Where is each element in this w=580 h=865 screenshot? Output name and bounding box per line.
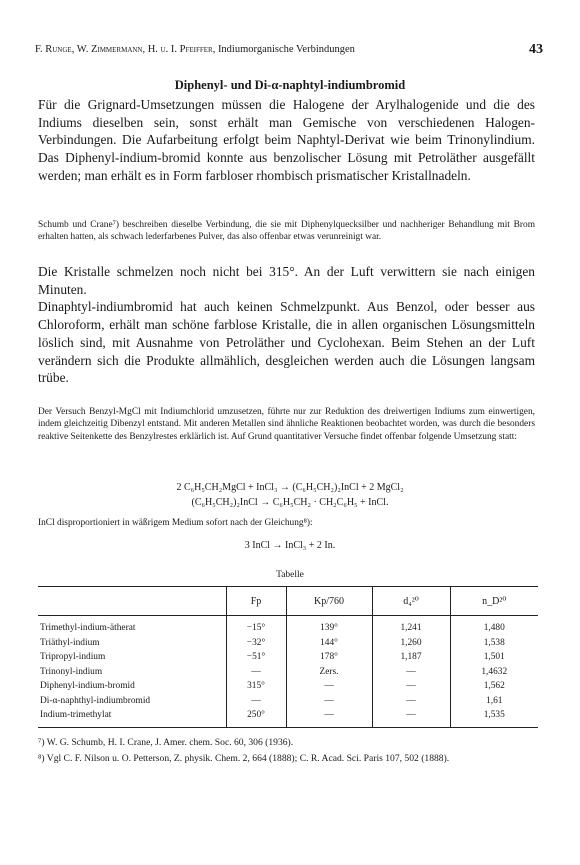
- table-cell: —: [286, 694, 372, 709]
- table-cell: —: [372, 665, 450, 680]
- table-cell: 139°: [286, 616, 372, 636]
- table-header-cell: [38, 587, 226, 616]
- table-row: [38, 665, 538, 680]
- table-cell: 1,480: [450, 616, 538, 636]
- table-cell: 1,535: [450, 708, 538, 727]
- paragraph-1: Für die Grignard-Umsetzungen müssen die Halogene der Arylhalogenide und die des Indiums dieselben sein, sonst erhält man Gemische von verschiedenen Halogen-Verbindungen. Die Aufarbeitung erfolgt beim Naphtyl-Derivat wie beim Trinonylindium. Das Diphenyl-indium-bromid konnte aus benzolischer Lösung mit Petroläther ausgefällt werden; man erhält es in Form farbloser rhombisch prismatischer Kristallnadeln.: [38, 97, 535, 183]
- footnote-8: ⁸) Vgl C. F. Nilson u. O. Petterson, Z. physik. Chem. 2, 664 (1888); C. R. Acad. Sci. Paris 107, 502 (1888).: [38, 753, 450, 764]
- table-cell: Trimethyl-indium-ätherat: [40, 623, 136, 634]
- table-row: [38, 694, 538, 709]
- table-cell: 1,4632: [450, 665, 538, 680]
- table-cell: 1,538: [450, 636, 538, 651]
- table-cell: 315°: [226, 679, 286, 694]
- table-row: [38, 679, 538, 694]
- table-cell: Indium-trimethylat: [40, 710, 112, 721]
- table-header-cell: Kp/760: [286, 587, 372, 616]
- small-note-3: InCl disproportioniert in wäßrigem Medium sofort nach der Gleichung⁸):: [38, 518, 313, 528]
- section-title: Diphenyl- und Di-α-naphtyl-indiumbromid: [174, 78, 406, 92]
- header-authors: F. Runge, W. Zimmermann, H. u. I. Pfeiffer: [35, 44, 213, 55]
- table-cell: −51°: [226, 650, 286, 665]
- footnote-7: ⁷) W. G. Schumb, H. I. Crane, J. Amer. chem. Soc. 60, 306 (1936).: [38, 737, 294, 748]
- table-cell: —: [372, 708, 450, 727]
- table-cell: —: [372, 694, 450, 709]
- table-cell: Di-α-naphthyl-indiumbromid: [40, 695, 151, 706]
- paragraph-2a: Die Kristalle schmelzen noch nicht bei 315°. An der Luft verwittern sie nach einigen Minuten.: [38, 264, 535, 297]
- table-cell: Trinonyl-indium: [40, 666, 103, 677]
- table-header-cell: Fp: [226, 587, 286, 616]
- table-cell: —: [226, 694, 286, 709]
- table-cell: —: [372, 679, 450, 694]
- running-header: F. Runge, W. Zimmermann, H. u. I. Pfeiffer, Indiumorganische Verbindungen 43: [35, 42, 543, 57]
- table-cell: Diphenyl-indium-bromid: [40, 681, 135, 692]
- table-cell: 1,260: [372, 636, 450, 651]
- table-row: [38, 650, 538, 665]
- data-table: [38, 586, 538, 728]
- table-cell: 178°: [286, 650, 372, 665]
- table-cell: 1,501: [450, 650, 538, 665]
- small-note-2: Der Versuch Benzyl-MgCl mit Indiumchlorid umzusetzen, führte nur zur Reduktion des dreiwertigen Indiums zum einwertigen, indem gleichzeitig Dibenzyl entstand. Mit anderen Metallen sind ähnliche Reaktionen beobachtet worden, was durch die besonders reaktive Seitenkette des Benzylrestes erklärlich ist. Auf Grund quantitativer Versuche findet offenbar folgende Umsetzung statt:: [38, 407, 535, 442]
- table-cell: Zers.: [286, 665, 372, 680]
- table-header-row: [38, 587, 538, 616]
- table-cell: Triäthyl-indium: [40, 637, 100, 648]
- table-header-cell: n_D²⁰: [450, 587, 538, 616]
- header-journal-title: Indiumorganische Verbindungen: [217, 44, 355, 55]
- table-cell: 250°: [226, 708, 286, 727]
- equation-3: 3 InCl → InCl₃ + 2 In.: [244, 540, 336, 551]
- equation-2: (C₆H₅CH₂)₂InCl → C₆H₅CH₂ · CH₂C₆H₅ + InCl.: [191, 497, 389, 508]
- table-cell: 1,187: [372, 650, 450, 665]
- table-cell: Tripropyl-indium: [40, 652, 106, 663]
- table-cell: —: [286, 679, 372, 694]
- table-cell: —: [286, 708, 372, 727]
- table-row: [38, 616, 538, 636]
- table-header-cell: d₄²⁰: [372, 587, 450, 616]
- table-cell: —: [226, 665, 286, 680]
- page-number: 43: [529, 42, 543, 57]
- paragraph-2b: Dinaphtyl-indiumbromid hat auch keinen Schmelzpunkt. Aus Benzol, oder besser aus Chloroform, erhält man schöne farblose Kristalle, die in allen organischen Lösungsmitteln löslich sind, mit Ausnahme von Petroläther und Cyclohexan. Beim Stehen an der Luft verändern sich die Produkte allmählich, desgleichen werden auch die Lösungen langsam trübe.: [38, 299, 535, 386]
- table-cell: 144°: [286, 636, 372, 651]
- table-row: [38, 708, 538, 727]
- table-cell: 1,562: [450, 679, 538, 694]
- table-cell: −32°: [226, 636, 286, 651]
- table-cell: 1,241: [372, 616, 450, 636]
- table-cell: 1,61: [450, 694, 538, 709]
- table-row: [38, 636, 538, 651]
- equation-1: 2 C₆H₅CH₂MgCl + InCl₃ → (C₆H₅CH₂)₂InCl + 2 MgCl₂: [176, 482, 404, 493]
- table-caption: Tabelle: [276, 570, 304, 580]
- table-cell: −15°: [226, 616, 286, 636]
- paragraph-2-block: [38, 263, 535, 387]
- small-note-1: Schumb und Crane⁷) beschreiben dieselbe Verbindung, die sie mit Diphenylquecksilber und nachheriger Behandlung mit Brom erhalten hatten, als schwach lederfarbenes Pulver, das also offenbar etwas verunreinigt war.: [38, 220, 535, 243]
